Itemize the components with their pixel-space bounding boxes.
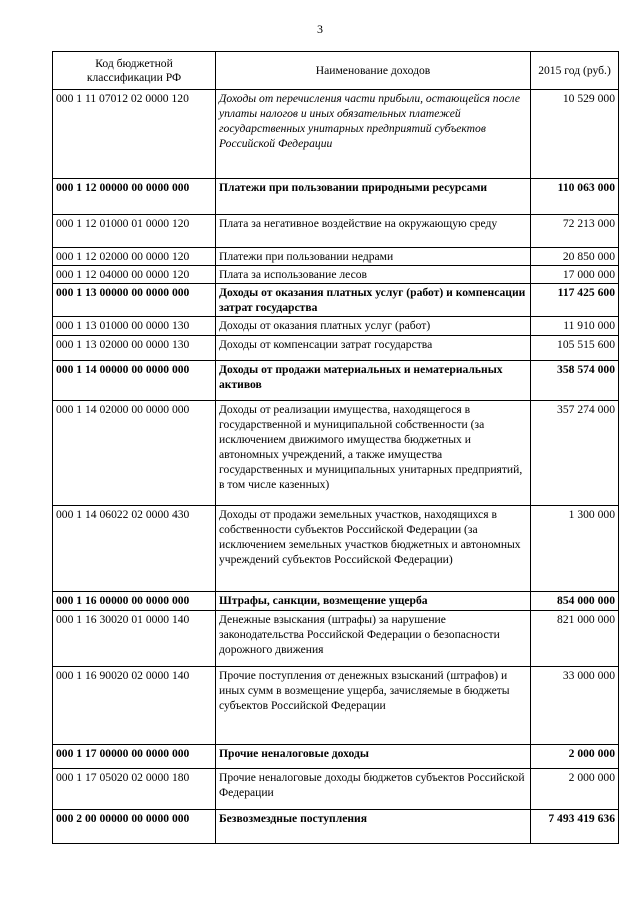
row-name: Доходы от реализации имущества, находящегося в государственной и муниципальной собственности (за исключением движимого имущества бюджетных и автономных учреждений, а также имущества государственных и муниципальных унитарных предприятий, в том числе казенных) xyxy=(216,401,531,506)
table-row xyxy=(53,401,619,506)
row-amount: 11 910 000 xyxy=(531,317,619,336)
table-row xyxy=(53,745,619,769)
page-number: 3 xyxy=(317,22,323,36)
row-name: Доходы от компенсации затрат государства xyxy=(216,336,531,361)
row-name: Прочие неналоговые доходы xyxy=(216,745,531,769)
row-name: Платежи при пользовании недрами xyxy=(216,248,531,266)
row-code: 000 2 00 00000 00 0000 000 xyxy=(53,810,216,844)
row-code: 000 1 13 00000 00 0000 000 xyxy=(53,284,216,317)
row-amount: 2 000 000 xyxy=(531,769,619,810)
row-name: Доходы от продажи материальных и нематериальных активов xyxy=(216,361,531,401)
row-code: 000 1 16 00000 00 0000 000 xyxy=(53,592,216,611)
row-code: 000 1 14 06022 02 0000 430 xyxy=(53,506,216,592)
row-name: Доходы от оказания платных услуг (работ) xyxy=(216,317,531,336)
row-name: Плата за негативное воздействие на окружающую среду xyxy=(216,215,531,248)
row-amount: 2 000 000 xyxy=(531,745,619,769)
row-amount: 117 425 600 xyxy=(531,284,619,317)
row-code: 000 1 14 00000 00 0000 000 xyxy=(53,361,216,401)
table-row xyxy=(53,90,619,179)
row-code: 000 1 12 00000 00 0000 000 xyxy=(53,179,216,215)
row-amount: 1 300 000 xyxy=(531,506,619,592)
table-row xyxy=(53,179,619,215)
table-row xyxy=(53,284,619,317)
row-amount: 854 000 000 xyxy=(531,592,619,611)
table-row xyxy=(53,336,619,361)
row-amount: 358 574 000 xyxy=(531,361,619,401)
row-code: 000 1 12 01000 01 0000 120 xyxy=(53,215,216,248)
row-name: Плата за использование лесов xyxy=(216,266,531,284)
row-name: Доходы от продажи земельных участков, находящихся в собственности субъектов Российской Федерации (за исключением земельных участков бюджетных и автономных учреждений субъектов Российской Федерации) xyxy=(216,506,531,592)
table-row xyxy=(53,266,619,284)
row-code: 000 1 17 05020 02 0000 180 xyxy=(53,769,216,810)
row-code: 000 1 13 02000 00 0000 130 xyxy=(53,336,216,361)
table-row xyxy=(53,592,619,611)
row-amount: 72 213 000 xyxy=(531,215,619,248)
row-amount: 33 000 000 xyxy=(531,667,619,745)
row-amount: 17 000 000 xyxy=(531,266,619,284)
row-amount: 357 274 000 xyxy=(531,401,619,506)
row-name: Безвозмездные поступления xyxy=(216,810,531,844)
table-row xyxy=(53,248,619,266)
row-amount: 821 000 000 xyxy=(531,611,619,667)
row-code: 000 1 12 04000 00 0000 120 xyxy=(53,266,216,284)
row-amount: 110 063 000 xyxy=(531,179,619,215)
row-code: 000 1 14 02000 00 0000 000 xyxy=(53,401,216,506)
header-amount: 2015 год (руб.) xyxy=(531,52,619,90)
table-row xyxy=(53,317,619,336)
table-header-row xyxy=(53,52,619,90)
row-amount: 10 529 000 xyxy=(531,90,619,179)
row-code: 000 1 16 90020 02 0000 140 xyxy=(53,667,216,745)
table-row xyxy=(53,769,619,810)
row-code: 000 1 16 30020 01 0000 140 xyxy=(53,611,216,667)
row-name: Доходы от оказания платных услуг (работ) и компенсации затрат государства xyxy=(216,284,531,317)
header-code: Код бюджетной классификации РФ xyxy=(53,52,216,90)
table-row xyxy=(53,810,619,844)
row-name: Платежи при пользовании природными ресурсами xyxy=(216,179,531,215)
row-code: 000 1 17 00000 00 0000 000 xyxy=(53,745,216,769)
table-row xyxy=(53,215,619,248)
row-code: 000 1 11 07012 02 0000 120 xyxy=(53,90,216,179)
row-code: 000 1 13 01000 00 0000 130 xyxy=(53,317,216,336)
table-row xyxy=(53,611,619,667)
row-name: Штрафы, санкции, возмещение ущерба xyxy=(216,592,531,611)
revenue-table xyxy=(52,51,619,844)
table-row xyxy=(53,506,619,592)
row-amount: 20 850 000 xyxy=(531,248,619,266)
row-name: Прочие неналоговые доходы бюджетов субъектов Российской Федерации xyxy=(216,769,531,810)
table-row xyxy=(53,361,619,401)
row-name: Доходы от перечисления части прибыли, остающейся после уплаты налогов и иных обязательных платежей государственных унитарных предприятий субъектов Российской Федерации xyxy=(216,90,531,179)
header-name: Наименование доходов xyxy=(216,52,531,90)
row-amount: 105 515 600 xyxy=(531,336,619,361)
table-row xyxy=(53,667,619,745)
row-code: 000 1 12 02000 00 0000 120 xyxy=(53,248,216,266)
row-name: Прочие поступления от денежных взысканий (штрафов) и иных сумм в возмещение ущерба, зачисляемые в бюджеты субъектов Российской Федерации xyxy=(216,667,531,745)
row-name: Денежные взыскания (штрафы) за нарушение законодательства Российской Федерации о безопасности дорожного движения xyxy=(216,611,531,667)
row-amount: 7 493 419 636 xyxy=(531,810,619,844)
